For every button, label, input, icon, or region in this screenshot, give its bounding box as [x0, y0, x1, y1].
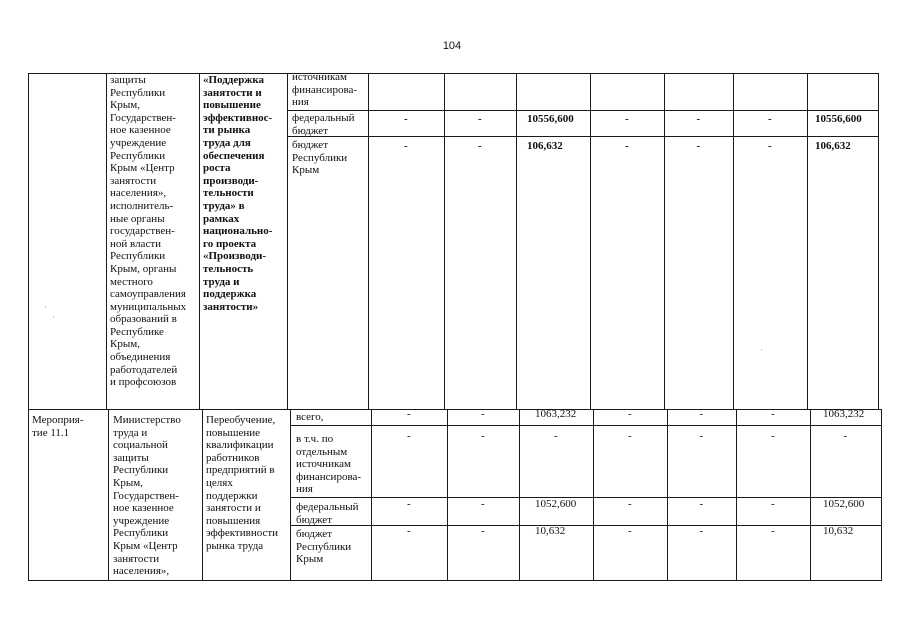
- value-cell: 10,632: [823, 525, 854, 537]
- table-vertical-line: [593, 409, 594, 580]
- funding-source-label: в т.ч. по отдельным источникам финансирова- ния: [296, 433, 362, 496]
- dash-cell: -: [404, 113, 408, 125]
- table-horizontal-line: [28, 409, 882, 410]
- funding-source-label: всего,: [296, 411, 324, 423]
- dash-cell: -: [404, 140, 408, 152]
- table-vertical-line: [807, 73, 808, 409]
- table-vertical-line: [590, 73, 591, 409]
- table-vertical-line: [287, 73, 288, 409]
- table-vertical-line: [878, 73, 879, 409]
- funding-source-label: федеральный бюджет: [292, 112, 355, 137]
- table-vertical-line: [202, 409, 203, 580]
- table-vertical-line: [736, 409, 737, 580]
- dash-cell: -: [481, 525, 485, 537]
- dash-cell: -: [768, 140, 772, 152]
- value-cell: 1063,232: [823, 408, 865, 420]
- dash-cell: -: [628, 430, 632, 442]
- table-vertical-line: [810, 409, 811, 580]
- dash-cell: -: [407, 430, 411, 442]
- table-vertical-line: [106, 73, 107, 409]
- table-horizontal-line: [290, 525, 882, 526]
- dash-cell: -: [481, 498, 485, 510]
- value-cell: 1052,600: [535, 498, 577, 510]
- scan-speck: ·: [52, 312, 55, 322]
- funding-source-label: бюджет Республики Крым: [292, 139, 348, 177]
- table-horizontal-line: [287, 110, 879, 111]
- value-cell: 1063,232: [535, 408, 577, 420]
- dash-cell: -: [478, 140, 482, 152]
- value-cell: 106,632: [815, 140, 851, 152]
- dash-cell: -: [478, 113, 482, 125]
- dash-cell: -: [699, 430, 704, 442]
- dash-cell: -: [407, 498, 411, 510]
- dash-cell: -: [481, 408, 485, 420]
- dash-cell: -: [625, 113, 629, 125]
- dash-cell: -: [628, 408, 632, 420]
- dash-cell: -: [843, 430, 848, 442]
- upper-responsible-text: защиты Республики Крым, Государствен- ное казенное учреждение Республики Крым «Центр занятости населения», исполнитель- ные органы государствен- ной власти Республики Крым, органы местного самоуправления муниципальных образований в Республике Крым, объединения работодателей и профсоюзов: [110, 74, 187, 389]
- value-cell: 10556,600: [527, 113, 574, 125]
- table-vertical-line: [371, 409, 372, 580]
- table-horizontal-line: [290, 497, 882, 498]
- dash-cell: -: [407, 525, 411, 537]
- table-vertical-line: [664, 73, 665, 409]
- table-vertical-line: [108, 409, 109, 580]
- table-vertical-line: [667, 409, 668, 580]
- dash-cell: -: [771, 498, 775, 510]
- dash-cell: -: [771, 408, 775, 420]
- table-vertical-line: [368, 73, 369, 409]
- dash-cell: -: [628, 498, 632, 510]
- table-vertical-line: [881, 409, 882, 580]
- table-vertical-line: [290, 409, 291, 580]
- table-horizontal-line: [287, 136, 879, 137]
- funding-source-label: бюджет Республики Крым: [296, 528, 352, 566]
- dash-cell: -: [699, 525, 704, 537]
- lower-responsible-text: Министерство труда и социальной защиты Республики Крым, Государствен- ное казенное учреждение Республики Крым «Центр занятости населения»,: [113, 414, 181, 578]
- dash-cell: -: [699, 408, 704, 420]
- value-cell: 1052,600: [823, 498, 865, 510]
- table-vertical-line: [519, 409, 520, 580]
- page-number: 104: [442, 40, 462, 52]
- dash-cell: -: [625, 140, 629, 152]
- dash-cell: -: [407, 408, 411, 420]
- dash-cell: -: [554, 430, 558, 442]
- table-vertical-line: [28, 409, 29, 580]
- scan-speck: ·: [760, 345, 763, 355]
- table-horizontal-line: [28, 580, 882, 581]
- dash-cell: -: [771, 525, 775, 537]
- value-cell: 10,632: [535, 525, 566, 537]
- value-cell: 10556,600: [815, 113, 862, 125]
- table-vertical-line: [447, 409, 448, 580]
- dash-cell: -: [696, 113, 701, 125]
- dash-cell: -: [628, 525, 632, 537]
- table-vertical-line: [444, 73, 445, 409]
- dash-cell: -: [699, 498, 704, 510]
- funding-source-label: источникам финансирова- ния: [292, 71, 358, 109]
- funding-source-label: федеральный бюджет: [296, 501, 359, 526]
- dash-cell: -: [771, 430, 775, 442]
- dash-cell: -: [481, 430, 485, 442]
- lower-activity-label: Мероприя- тие 11.1: [32, 414, 84, 439]
- dash-cell: -: [768, 113, 772, 125]
- table-vertical-line: [199, 73, 200, 409]
- value-cell: 106,632: [527, 140, 563, 152]
- scan-speck: ·: [44, 302, 47, 312]
- table-vertical-line: [733, 73, 734, 409]
- upper-project-text: «Поддержка занятости и повышение эффективнос- ти рынка труда для обеспечения роста производи- тельности труда» в рамках национально- го проекта «Производи- тельность труда и поддержка занятости»: [203, 74, 273, 313]
- table-vertical-line: [516, 73, 517, 409]
- lower-description-text: Переобучение, повышение квалификации работников предприятий в целях поддержки занятости и повышения эффективности рынка труда: [206, 414, 279, 552]
- dash-cell: -: [696, 140, 701, 152]
- table-horizontal-line: [290, 425, 882, 426]
- table-vertical-line: [28, 73, 29, 409]
